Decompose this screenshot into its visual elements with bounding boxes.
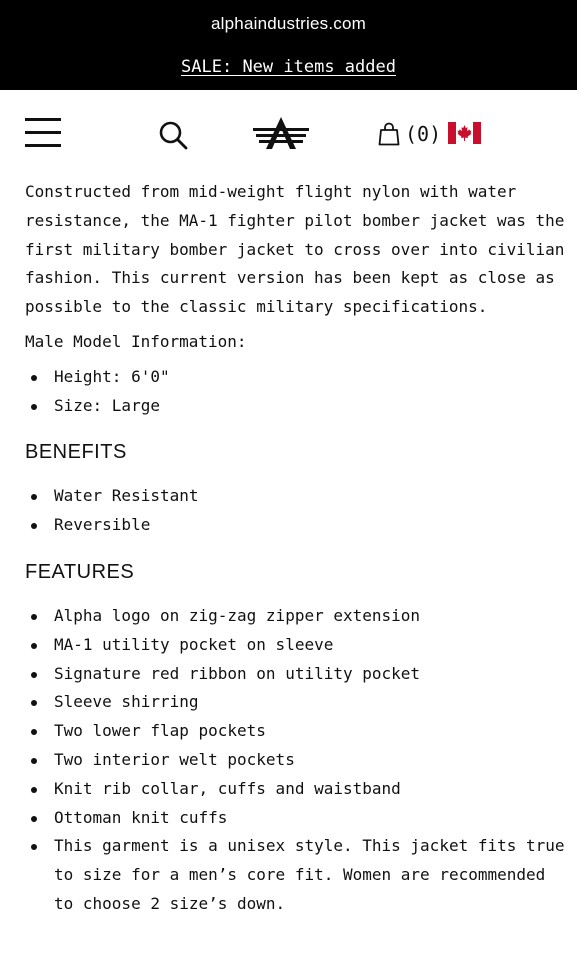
sale-banner <box>0 57 577 77</box>
list-item: Ottoman knit cuffs <box>25 804 565 833</box>
list-item: Alpha logo on zig-zag zipper extension <box>25 602 565 631</box>
benefits-list <box>25 482 565 540</box>
list-item: Water Resistant <box>25 482 565 511</box>
hamburger-menu-icon[interactable] <box>25 118 61 148</box>
site-domain: alphaindustries.com <box>211 14 366 33</box>
list-item: Sleeve shirring <box>25 688 565 717</box>
alpha-industries-logo[interactable] <box>252 115 310 151</box>
cart-count[interactable]: (0) <box>405 122 442 146</box>
canada-flag-icon[interactable] <box>448 122 481 144</box>
announcement-bar <box>0 0 577 90</box>
list-item: Signature red ribbon on utility pocket <box>25 660 565 689</box>
list-item: Size: Large <box>25 392 565 421</box>
list-item: Two lower flap pockets <box>25 717 565 746</box>
model-info-list <box>25 363 565 421</box>
product-description: Constructed from mid-weight flight nylon with water resistance, the MA-1 fighter pilot bomber jacket was the first military bomber jacket to cross over into civilian fashion. This current version has been kept as close as possible to the classic military specifications. <box>25 182 565 317</box>
list-item: Reversible <box>25 511 565 540</box>
list-item: Knit rib collar, cuffs and waistband <box>25 775 565 804</box>
shopping-bag-icon[interactable] <box>378 122 400 146</box>
list-item: Height: 6'0" <box>25 363 565 392</box>
list-item: MA-1 utility pocket on sleeve <box>25 631 565 660</box>
list-item: This garment is a unisex style. This jacket fits true to size for a men’s core fit. Women are recommended to choose 2 size’s down. <box>25 832 565 918</box>
features-heading: FEATURES <box>25 560 135 583</box>
product-details <box>25 178 565 919</box>
sale-link[interactable]: SALE: New items added <box>181 57 396 77</box>
site-header <box>0 90 577 176</box>
search-icon[interactable] <box>158 120 188 150</box>
list-item: Two interior welt pockets <box>25 746 565 775</box>
benefits-heading: BENEFITS <box>25 441 127 464</box>
features-list <box>25 602 565 919</box>
model-info-heading: Male Model Information: <box>25 331 247 351</box>
